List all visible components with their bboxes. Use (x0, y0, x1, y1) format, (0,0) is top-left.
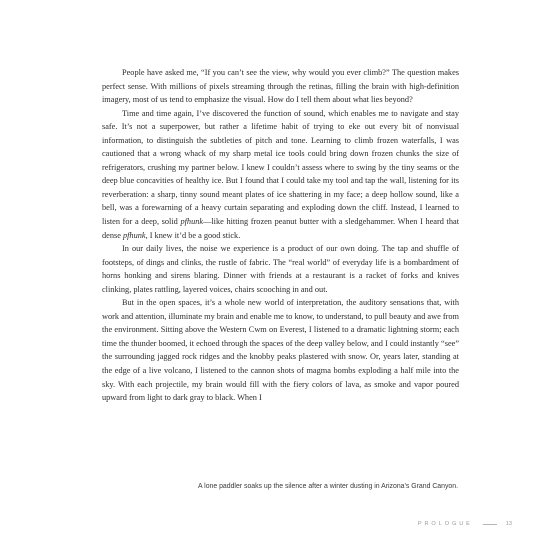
paragraph-2-part-c: , I knew it’d be a good stick. (145, 230, 241, 240)
body-text (102, 66, 459, 405)
emphasis-pfhunk-1: pfhunk (180, 217, 204, 227)
running-head: PROLOGUE (417, 521, 473, 527)
emphasis-pfhunk-2: pfhunk (122, 230, 146, 240)
page-number: 13 (505, 521, 512, 527)
paragraph-2 (102, 107, 459, 242)
page-footer (418, 521, 512, 527)
footer-rule (483, 524, 497, 525)
paragraph-3: In our daily lives, the noise we experience is a product of our own doing. The tap and shuffle of footsteps, of dings and clinks, the rustle of fabric. The “real world” of everyday life is a bombardment of horns honking and sirens blaring. Dinner with friends at a restaurant is a racket of forks and knives clinking, plates rattling, layered voices, chairs scooching in and out. (102, 244, 459, 294)
paragraph-2-part-a: Time and time again, I’ve discovered the function of sound, which enables me to navigate and stay safe. It’s not a superpower, but rather a lifetime habit of trying to eke out every bit of nonvisual information, to distinguish the subtleties of pitch and tone. Learning to climb frozen waterfalls, I was cautioned that a wrong whack of my sharp metal ice tools could bring down frozen chunks the size of refrigerators, crushing my partner below. I knew I couldn’t assess where to swing by the tiny seams or the deep blue concavities of healthy ice. But I found that I could take my tool and tap the wall, listening for its reverberation: a sharp, tinny sound meant plates of ice shattering in my face; a deep hollow sound, like a bell, was a forewarning of a heavy curtain separating and exploding down the cliff. Instead, I learned to listen for a deep, solid (102, 108, 459, 227)
paragraph-2-part-b: —like hitting frozen peanut butter with a sledgehammer. When I heard that dense (102, 217, 459, 240)
paragraph-1: People have asked me, “If you can’t see the view, why would you ever climb?” The question makes perfect sense. With millions of pixels streaming through the retinas, filling the brain with high-definition imagery, most of us tend to emphasize the visual. How do I tell them about what lies beyond? (102, 68, 459, 105)
photo-caption: A lone paddler soaks up the silence after a winter dusting in Arizona’s Grand Canyon. (198, 483, 458, 490)
paragraph-4: But in the open spaces, it’s a whole new world of interpretation, the auditory sensations that, with work and attention, illuminate my brain and enable me to know, to understand, to pull beauty and awe from the environment. Sitting above the Western Cwm on Everest, I listened to a dramatic lightning storm; each time the thunder boomed, it echoed through the spaces of the deep valley below, and I could instantly “see” the surrounding jagged rock ridges and the knobby peaks plastered with snow. Or, years later, standing at the edge of a live volcano, I listened to the cannon shots of magma bombs exploding a half mile into the sky. With each projectile, my brain would fill with the fiery colors of lava, as smoke and vapor poured upward from light to dark gray to black. When I (102, 298, 459, 403)
